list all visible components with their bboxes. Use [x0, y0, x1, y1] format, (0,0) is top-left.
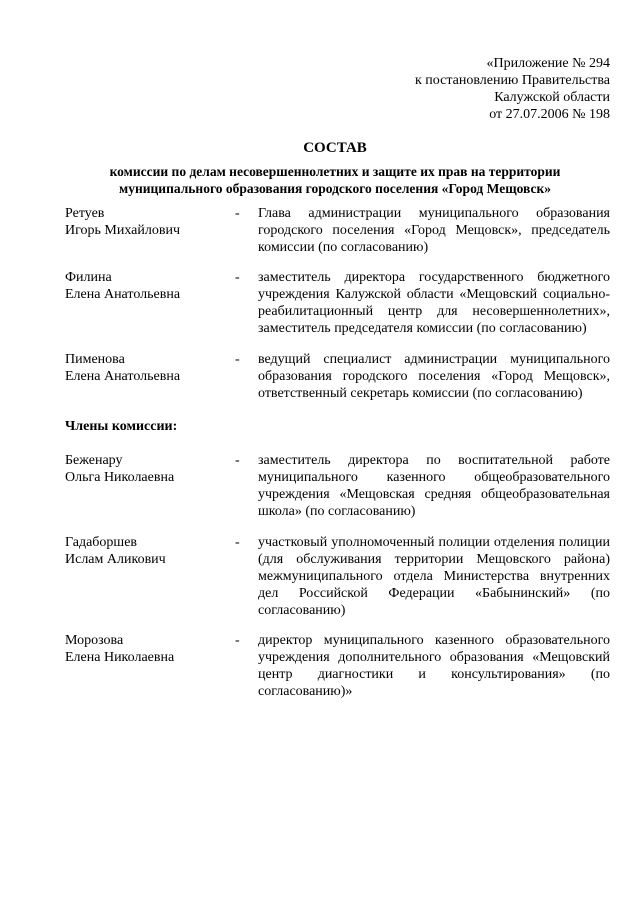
separator-dash: - [235, 352, 240, 367]
member-name [65, 351, 230, 385]
member-surname: Пименова [65, 352, 125, 367]
member-role: ведущий специалист администрации муниципального образования городского поселения «Город Мещовск», ответственный секретарь комиссии (по согласованию) [258, 352, 610, 401]
member-given-name: Игорь Михайлович [65, 223, 180, 238]
member-given-name: Ольга Николаевна [65, 470, 175, 485]
member-given-name: Елена Николаевна [65, 650, 175, 665]
subtitle-line-1: комиссии по делам несовершеннолетних и защите их прав на территории [109, 164, 561, 179]
member-role: Глава администрации муниципального образования городского поселения «Город Мещовск», председатель комиссии (по согласованию) [258, 206, 610, 255]
member-name [65, 452, 230, 486]
appendix-resolution: к постановлению Правительства [414, 73, 610, 88]
member-name [65, 205, 230, 239]
members-heading: Члены комиссии: [65, 419, 178, 434]
member-surname: Морозова [65, 633, 124, 648]
separator-dash: - [235, 535, 240, 550]
member-name [65, 534, 230, 568]
subtitle-line-2: муниципального образования городского поселения «Город Мещовск» [119, 181, 551, 196]
document-heading [60, 140, 610, 197]
member-name [65, 269, 230, 303]
member-surname: Беженару [65, 453, 123, 468]
separator-dash: - [235, 453, 240, 468]
member-surname: Ретуев [65, 206, 105, 221]
separator-dash: - [235, 206, 240, 221]
member-surname: Гадаборшев [65, 535, 138, 550]
member-given-name: Ислам Аликович [65, 552, 166, 567]
separator-dash: - [235, 270, 240, 285]
member-role: заместитель директора по воспитательной работе муниципального казенного общеобразовательного учреждения «Мещовская средняя общеобразовательная школа» (по согласованию) [258, 453, 610, 519]
member-role: заместитель директора государственного бюджетного учреждения Калужской области «Мещовский социально-реабилитационный центр для несовершеннолетних», заместитель председателя комиссии (по согласованию) [258, 270, 610, 336]
separator-dash: - [235, 633, 240, 648]
appendix-reference [415, 55, 610, 123]
member-role: участковый уполномоченный полиции отделения полиции (для обслуживания территории Мещовского района) межмуниципального отдела Министерства внутренних дел Российской Федерации «Бабынинский» (по согласованию) [258, 535, 610, 618]
member-name [65, 632, 230, 666]
appendix-date: от 27.07.2006 № 198 [489, 107, 610, 122]
member-given-name: Елена Анатольевна [65, 287, 181, 302]
document-title: СОСТАВ [303, 140, 367, 156]
appendix-number: «Приложение № 294 [486, 56, 610, 71]
appendix-region: Калужской области [494, 90, 610, 105]
member-role: директор муниципального казенного образовательного учреждения дополнительного образования «Мещовский центр диагностики и консультирования» (по согласованию)» [258, 633, 610, 699]
member-surname: Филина [65, 270, 112, 285]
member-given-name: Елена Анатольевна [65, 369, 181, 384]
